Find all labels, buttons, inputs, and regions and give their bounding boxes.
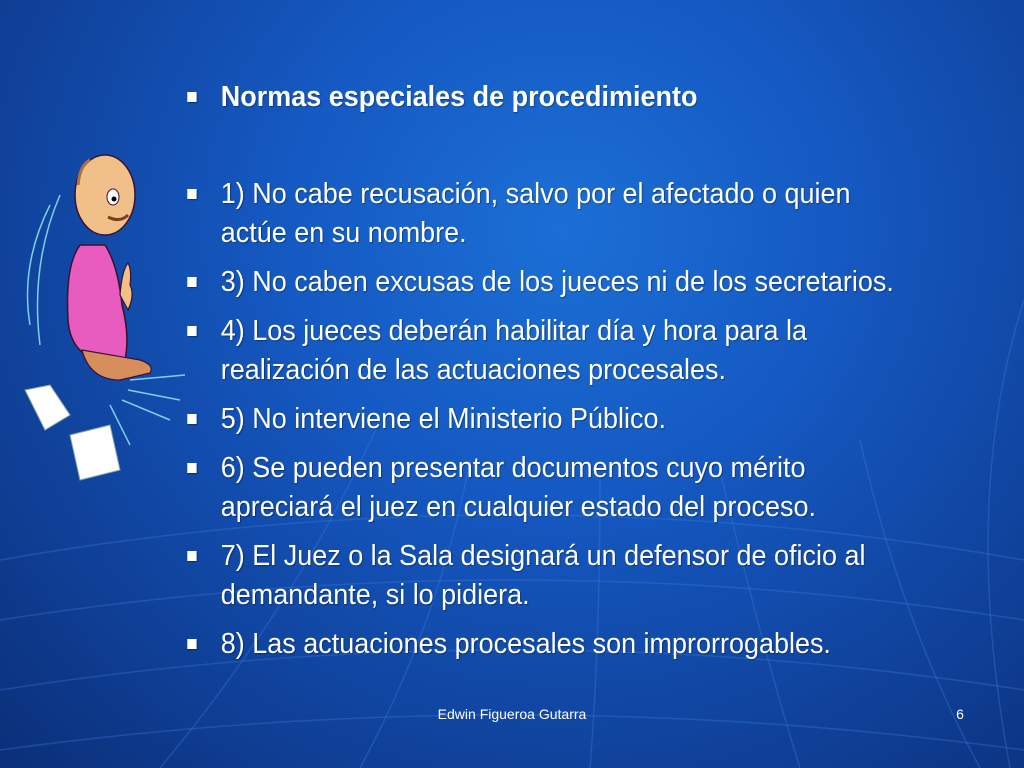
square-bullet-icon [187, 277, 196, 287]
page-number: 6 [956, 706, 964, 722]
list-item [178, 400, 922, 439]
cartoon-man-pointing-icon [10, 145, 200, 485]
list-item [178, 625, 922, 664]
list-item-text: 7) El Juez o la Sala designará un defensor de oficio al demandante, si lo pidiera. [220, 540, 866, 611]
square-bullet-icon [187, 189, 196, 199]
footer-author: Edwin Figueroa Gutarra [437, 706, 587, 722]
square-bullet-icon [187, 463, 196, 473]
square-bullet-icon [187, 639, 196, 649]
square-bullet-icon [187, 92, 196, 102]
list-item [178, 312, 922, 390]
list-item-text: 5) No interviene el Ministerio Público. [220, 403, 666, 435]
heading-text: Normas especiales de procedimiento [220, 81, 698, 113]
list-item-text: 4) Los jueces deberán habilitar día y hora para la realización de las actuaciones procesales. [220, 315, 807, 386]
square-bullet-icon [187, 551, 196, 561]
list-item [178, 537, 922, 615]
square-bullet-icon [187, 414, 196, 424]
list-item [178, 449, 922, 527]
slide-content [178, 78, 978, 674]
list-item [178, 175, 922, 253]
slide-heading [178, 78, 922, 117]
list-item [178, 263, 922, 302]
list-item-text: 3) No caben excusas de los jueces ni de los secretarios. [220, 266, 894, 298]
square-bullet-icon [187, 326, 196, 336]
list-item-text: 6) Se pueden presentar documentos cuyo mérito apreciará el juez en cualquier estado del proceso. [220, 452, 816, 523]
list-item-text: 8) Las actuaciones procesales son improrrogables. [220, 628, 831, 660]
list-item-text: 1) No cabe recusación, salvo por el afectado o quien actúe en su nombre. [220, 178, 851, 249]
